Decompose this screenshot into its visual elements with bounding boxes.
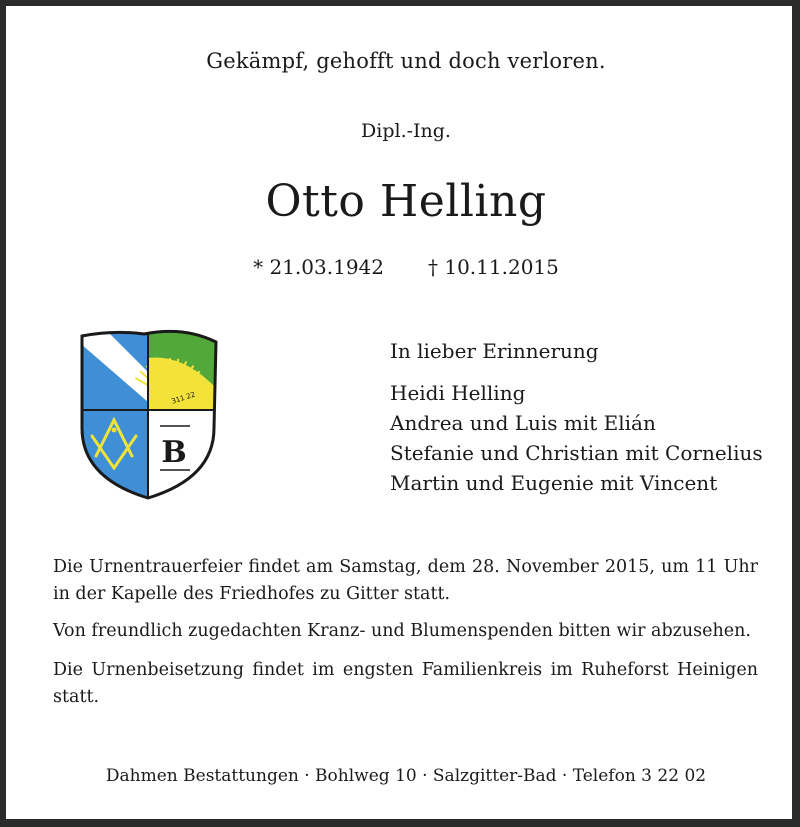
mourner-name: Heidi Helling (390, 381, 526, 405)
crest-monogram: B (161, 435, 187, 470)
flowers-text: Von freundlich zugedachten Kranz- und Blumenspenden bitten wir abzusehen. (53, 621, 751, 641)
mourner-list (390, 378, 763, 498)
deceased-name: Otto Helling (265, 176, 547, 227)
motto: Gekämpf, gehofft und doch verloren. (206, 49, 606, 73)
burial-text: Die Urnenbeisetzung findet im engsten Familienkreis im Ruheforst Heinigen statt. (53, 660, 758, 707)
academic-title: Dipl.-Ing. (361, 120, 451, 142)
mourner-name: Andrea und Luis mit Elián (390, 411, 656, 435)
funeral-home-footer: Dahmen Bestattungen · Bohlweg 10 · Salzgitter-Bad · Telefon 3 22 02 (105, 766, 707, 786)
birth-date: * 21.03.1942 (253, 255, 384, 279)
life-dates (6, 255, 800, 279)
death-date: † 10.11.2015 (428, 255, 559, 279)
mourner-name: Stefanie und Christian mit Cornelius (390, 441, 763, 465)
coat-of-arms-icon (74, 328, 220, 502)
crest-inscription: 311 22 (170, 390, 197, 406)
memory-heading: In lieber Erinnerung (390, 339, 599, 363)
mourner-name: Martin und Eugenie mit Vincent (390, 471, 718, 495)
ceremony-text: Die Urnentrauerfeier findet am Samstag, dem 28. November 2015, um 11 Uhr in der Kapelle des Friedhofes zu Gitter statt. (53, 557, 758, 604)
